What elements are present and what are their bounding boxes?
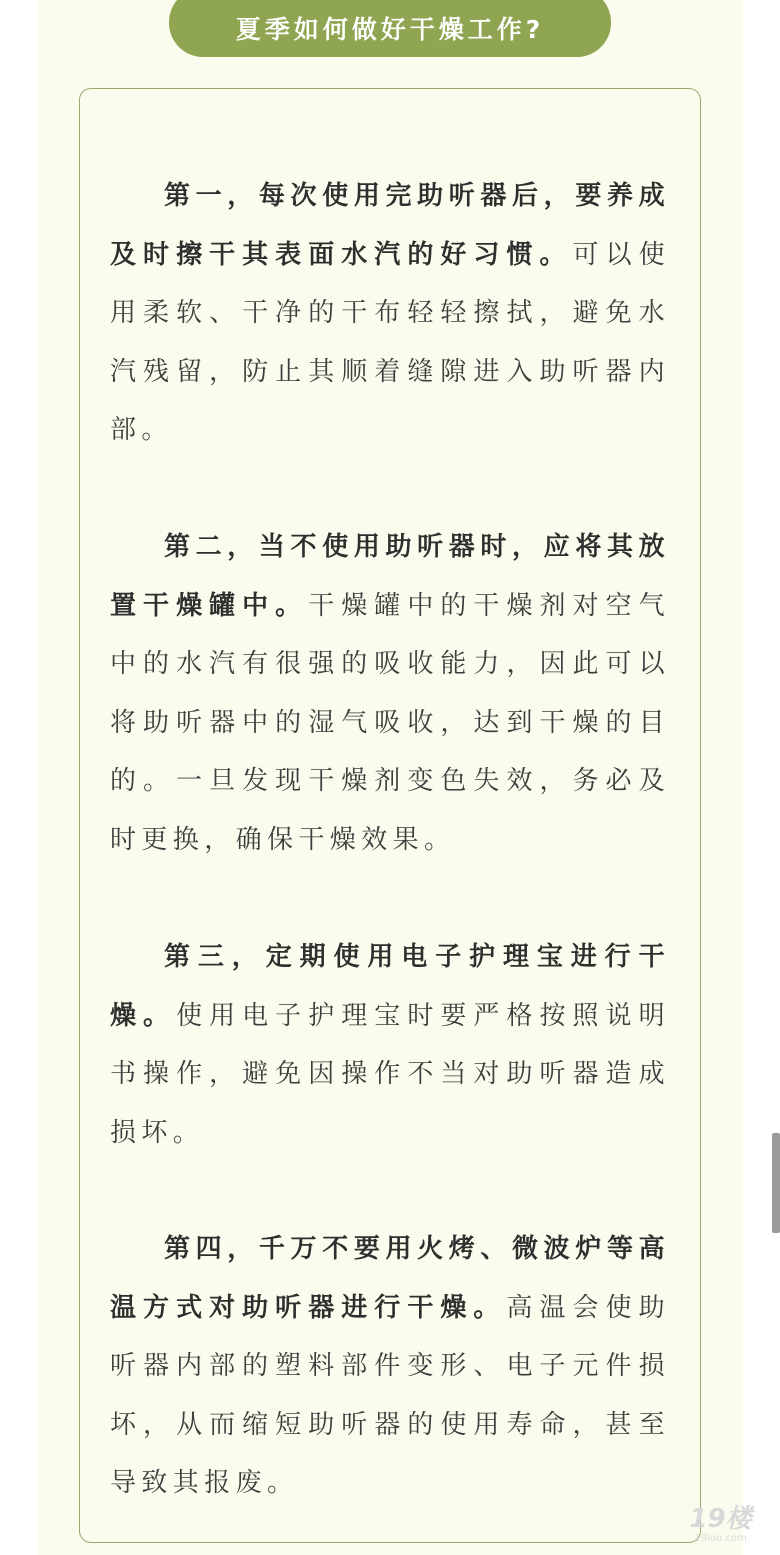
tip-1-lead: 第一，每次使用完助听器后，要养成及时擦干其表面水汽的好习惯。 xyxy=(110,181,670,270)
tip-2-lead: 第二，当不使用助听器时，应将其放置干燥罐中。 xyxy=(110,532,670,621)
tip-paragraph-4 xyxy=(110,1220,670,1513)
tip-3-lead: 第三，定期使用电子护理宝进行干燥。 xyxy=(110,942,670,1031)
section-title-banner xyxy=(169,0,611,57)
tip-4-lead: 第四，千万不要用火烤、微波炉等高温方式对助听器进行干燥。 xyxy=(110,1234,670,1323)
watermark-domain: 19lou.com xyxy=(694,1533,747,1544)
tip-paragraph-1 xyxy=(110,167,670,460)
scrollbar-thumb[interactable] xyxy=(772,1133,780,1233)
site-watermark xyxy=(683,1500,758,1550)
tip-2-body: 干燥罐中的干燥剂对空气中的水汽有很强的吸收能力，因此可以将助听器中的湿气吸收，达到干燥的目的。一旦发现干燥剂变色失效，务必及时更换，确保干燥效果。 xyxy=(110,590,671,855)
tip-3-body: 使用电子护理宝时要严格按照说明书操作，避免因操作不当对助听器造成损坏。 xyxy=(110,1000,670,1148)
section-title: 夏季如何做好干燥工作? xyxy=(235,14,545,44)
tip-paragraph-2 xyxy=(110,518,670,869)
tip-paragraph-3 xyxy=(110,928,670,1162)
watermark-logo: 19楼 xyxy=(689,1504,752,1534)
tip-4-body: 高温会使助听器内部的塑料部件变形、电子元件损坏，从而缩短助听器的使用寿命，甚至导致其报废。 xyxy=(110,1292,670,1498)
tip-1-body: 可以使用柔软、干净的干布轻轻擦拭，避免水汽残留，防止其顺着缝隙进入助听器内部。 xyxy=(110,239,670,445)
